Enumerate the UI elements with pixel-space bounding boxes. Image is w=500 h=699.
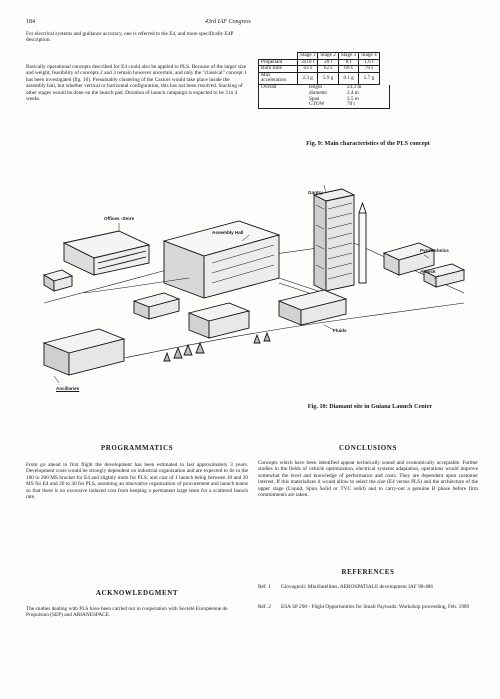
- row-header: Propellant: [259, 59, 298, 66]
- table-row: [259, 66, 380, 73]
- overall-key: GTOW: [309, 101, 325, 108]
- page-number: 184: [26, 19, 35, 25]
- table-row: [259, 72, 380, 84]
- overall-key: Span: [309, 95, 320, 102]
- running-title: 43rd IAF Congress: [205, 19, 251, 25]
- operational-paragraph: Basically operational concepts described for E4 could also be applied to PLS. Because of the larger size and weight, feasibility of concepts 2 and 3 remain however uncertain, and only the "classical" concept 1 has been investigated (fig. 10). Presumably clustering of the Castors would take place inside the assembly hall, but whether vertical or horizontal configuration, this has not been resolved. Stacking of other stages would be done on the launch pad. Duration of launch campaign is expected to be 3 to 4 weeks.: [26, 64, 247, 103]
- stage-table: [258, 52, 380, 85]
- table-cell: 63 s: [298, 66, 318, 73]
- conclusions-heading: CONCLUSIONS: [339, 444, 397, 452]
- reference-text: Giovagnoli: MiniSatellites; AEROSPATIALE development IAF 90-486: [281, 584, 434, 590]
- label-offices: Offices -Store: [104, 216, 135, 221]
- overall-key: diameter: [309, 89, 328, 96]
- label-assembly-hall: Assembly Hall: [212, 230, 244, 235]
- fig9-caption: Fig. 9: Main characteristics of the PLS concept: [306, 140, 430, 147]
- table-cell: 8 t: [338, 59, 358, 66]
- overall-value: 70 t: [347, 101, 355, 108]
- conclusions-body: Concepts which have been identified appear technically sound and economically acceptable. Further studies in the fields of vehicle optimization, electrical systems adaptation, operations would improve somewhat the level and knowledge of performance and costs. They are dependent upon customer interest. If this materializes it would allow to select the size (E4 versus PLS) and the archiecture of the upper stage (Liquid, Spun Solid or TVC solid) and to carry-out a genuine B phase before firm commitments are taken.: [258, 460, 478, 499]
- table-cell: 79 s: [359, 66, 379, 73]
- references-heading: REFERENCES: [341, 568, 395, 576]
- overall-label: Overall: [261, 83, 277, 90]
- overall-table: [258, 85, 390, 109]
- acknowledgment-heading: ACKNOWLEDGMENT: [95, 589, 179, 597]
- table-row: [259, 102, 390, 108]
- label-fluids: Fluids: [333, 328, 347, 333]
- label-airlock: Airlock: [420, 269, 436, 274]
- reference-text: ESA SP 298 - Flight Opportunities for Small Payloads: Workshop proceeding, Feb. 1989: [281, 604, 470, 610]
- launch-site-illustration: [24, 183, 478, 398]
- overall-value: 23.3 m: [347, 83, 362, 90]
- row-header: Max acceleration: [259, 72, 298, 84]
- reference-item: [258, 584, 478, 598]
- table-cell: 1.6 t: [359, 59, 379, 66]
- table-cell: 20 t: [318, 59, 338, 66]
- table-cell: 5.7 g: [359, 72, 379, 84]
- label-ancillaries: Ancillaries: [56, 386, 80, 391]
- acknowledgment-body: The studies dealing with PLS have been carried out in cooperation with Société Européenne de Propulsion (SEP) and ARIANESPACE.: [26, 606, 228, 619]
- column-header: Stage 1: [298, 53, 318, 60]
- overall-key: length: [309, 83, 322, 90]
- row-header: Burn time: [259, 66, 298, 73]
- label-pyrotechnics: Pyrotechnics: [420, 248, 449, 253]
- programmatics-body: From go ahead to first flight the development has been estimated to last approximately 3 years. Development costs would be strongly dependent on industrial organization and are expected to lie in the 100 to 200 MS bracket for E4 and slightly more for PLS; unit cost of 1 launch being between 10 and 20 MS for E4 and 20 to 30 for PLS, assuming an innovative organization of procurement and launch teams so that there is no excessive induced cost from keeping a permanent large team for a scattered launch rate.: [26, 462, 248, 501]
- table-cell: 69 s: [338, 66, 358, 73]
- column-header: Stage 2: [318, 53, 338, 60]
- table-cell: 5.9 g: [318, 72, 338, 84]
- reference-number: Réf. 2: [258, 604, 271, 610]
- column-header: Stage 3: [338, 53, 358, 60]
- table-cell: 3x10 t: [298, 59, 318, 66]
- fig10-caption: Fig. 10: Diamant site in Guiana Launch Center: [307, 403, 433, 410]
- column-header: Stage 4: [359, 53, 379, 60]
- pls-characteristics-table: [258, 52, 478, 109]
- table-cell: 2.3 g: [298, 72, 318, 84]
- overall-value: 3.5 m: [347, 95, 359, 102]
- programmatics-heading: PROGRAMMATICS: [100, 444, 174, 452]
- reference-number: Réf. 1: [258, 584, 271, 590]
- overall-value: 2.4 m: [347, 89, 359, 96]
- reference-item: [258, 604, 478, 618]
- label-gantry: Gantry: [308, 190, 323, 195]
- intro-paragraph: For electrical systems and guidance accuracy, one is referred to the E4, and more specifically E4P description.: [26, 31, 234, 44]
- table-cell: 62 s: [318, 66, 338, 73]
- table-cell: 8.1 g: [338, 72, 358, 84]
